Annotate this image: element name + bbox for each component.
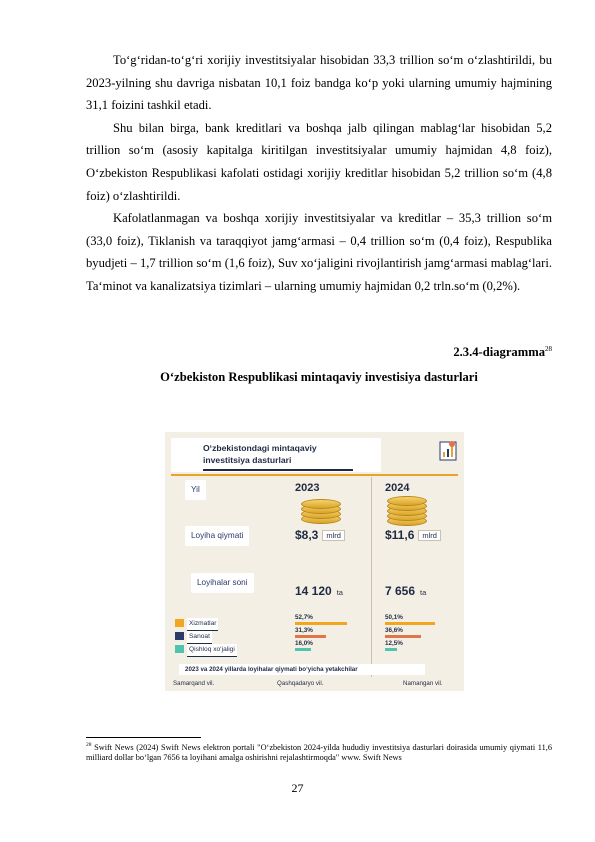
value-2024-unit: mlrd [418,530,441,541]
industry-icon [175,632,184,640]
label-year: Yil [185,480,206,500]
paragraph-3: Kafolatlanmagan va boshqa xorijiy investitsiyalar va kreditlar – 35,3 trillion soʻm (33,0 foiz), Tiklanish va taraqqiyot jamgʻarmasi – 0,4 trillion soʻm (0,4 foiz), Respublika byudjeti – 1,7 trillion soʻm (1,6 foiz), Suv xoʻjaligini rivojlantirish jamgʻarmasi mablagʻlari. Taʻminot va kanalizatsiya tizimlari – ularning umumiy hajmidan 0,2 trln.soʻm (0,2%). [86,211,552,293]
value-2023-unit: mlrd [322,530,345,541]
infographic-title-line2: investitsiya dasturlari [203,455,292,465]
page-number: 27 [291,781,304,795]
coins-2024-icon [381,492,431,518]
title-underline [203,469,353,471]
leaders-title: 2023 va 2024 yillarda loyihalar qiymati bo‘yicha yetakchilar [179,664,425,675]
count-2023-unit: ta [336,588,343,597]
sector-bar-2-0 [295,648,311,651]
pct-industry-2024: 36,6% [385,627,403,634]
footnote-text: Swift News (2024) Swift News elektron portali "Oʻzbekiston 2024-yilda hududiy investitsiya dasturlari doirasida umumiy qiymati 11,6 milliard dollar boʻlgan 7656 ta loyihani amalga oshirishni rejalashtirmoqda" www. Swift News [86,742,552,763]
diagram-title: O‘zbekiston Respublikasi mintaqaviy investisiya dasturlari [160,370,478,384]
services-icon [175,619,184,627]
year-2024: 2024 [385,482,410,494]
diagram-label [453,345,552,360]
label-project-value: Loyiha qiymati [185,526,249,546]
sector-label-services: Xizmatlar [187,618,218,631]
diagram-number: 2.3.4-diagramma [453,345,545,360]
paragraph-2: Shu bilan birga, bank kreditlari va boshqa jalb qilingan mablagʻlar hisobidan 5,2 trillion soʻm (asosiy kapitalga kiritilgan investitsiyalar umumiy hajmidan 4,8 foiz), Oʻzbekiston Respublikasi kafolati ostidagi xorijiy kreditlar hisobidan 5,2 trillion soʻm (4,8 foiz) oʻzlashtirildi. [86,120,552,203]
footnote-number: 28 [86,742,92,748]
value-2023 [295,528,345,542]
sector-row-industry [175,631,212,643]
diagram-footnote-ref: 28 [545,345,552,353]
sector-row-agriculture [175,644,237,656]
leader-2: Qashqadaryo vil. [277,680,324,687]
pct-industry-2023: 31,3% [295,627,313,634]
infographic-title-line1: O‘zbekistondagi mintaqaviy [203,443,317,453]
sector-bar-2-1 [385,648,397,651]
sector-bar-0-0 [295,622,347,625]
footnote-rule [86,737,201,738]
count-2024 [385,584,426,598]
pct-agriculture-2024: 12,5% [385,640,403,647]
count-2023 [295,584,343,598]
leader-3: Namangan vil. [403,680,443,687]
value-2023-amount: $8,3 [295,528,319,542]
year-2023: 2023 [295,482,320,494]
count-2024-unit: ta [420,588,427,597]
infographic-title [203,442,373,466]
investment-infographic [165,432,464,691]
body-text [86,49,552,298]
footnote [86,740,552,764]
pct-services-2023: 52,7% [295,614,313,621]
pct-services-2024: 50,1% [385,614,403,621]
sector-row-services [175,618,218,630]
value-2024 [385,528,441,542]
sector-bar-0-1 [385,622,435,625]
sector-bar-1-0 [295,635,326,638]
count-2023-number: 14 120 [295,584,332,598]
sector-bar-1-1 [385,635,421,638]
coins-2023-icon [295,498,345,524]
header-divider [171,474,458,476]
value-2024-amount: $11,6 [385,528,415,542]
label-project-count: Loyihalar soni [191,573,254,593]
sector-label-industry: Sanoat [187,631,212,644]
chart-document-icon [438,440,458,462]
pct-agriculture-2023: 16,0% [295,640,313,647]
leader-1: Samarqand vil. [173,680,215,687]
agriculture-icon [175,645,184,653]
column-divider [371,477,372,677]
count-2024-number: 7 656 [385,584,416,598]
paragraph-1: Toʻgʻridan-toʻgʻri xorijiy investitsiyalar hisobidan 33,3 trillion soʻm oʻzlashtirildi, bu 2023-yilning shu davriga nisbatan 10,1 foiz bandga koʻp yoki ularning umumiy hajmining 31,1 foizini tashkil etadi. [86,53,552,113]
infographic-header [171,438,381,472]
sector-label-agriculture: Qishloq xo‘jaligi [187,644,237,657]
